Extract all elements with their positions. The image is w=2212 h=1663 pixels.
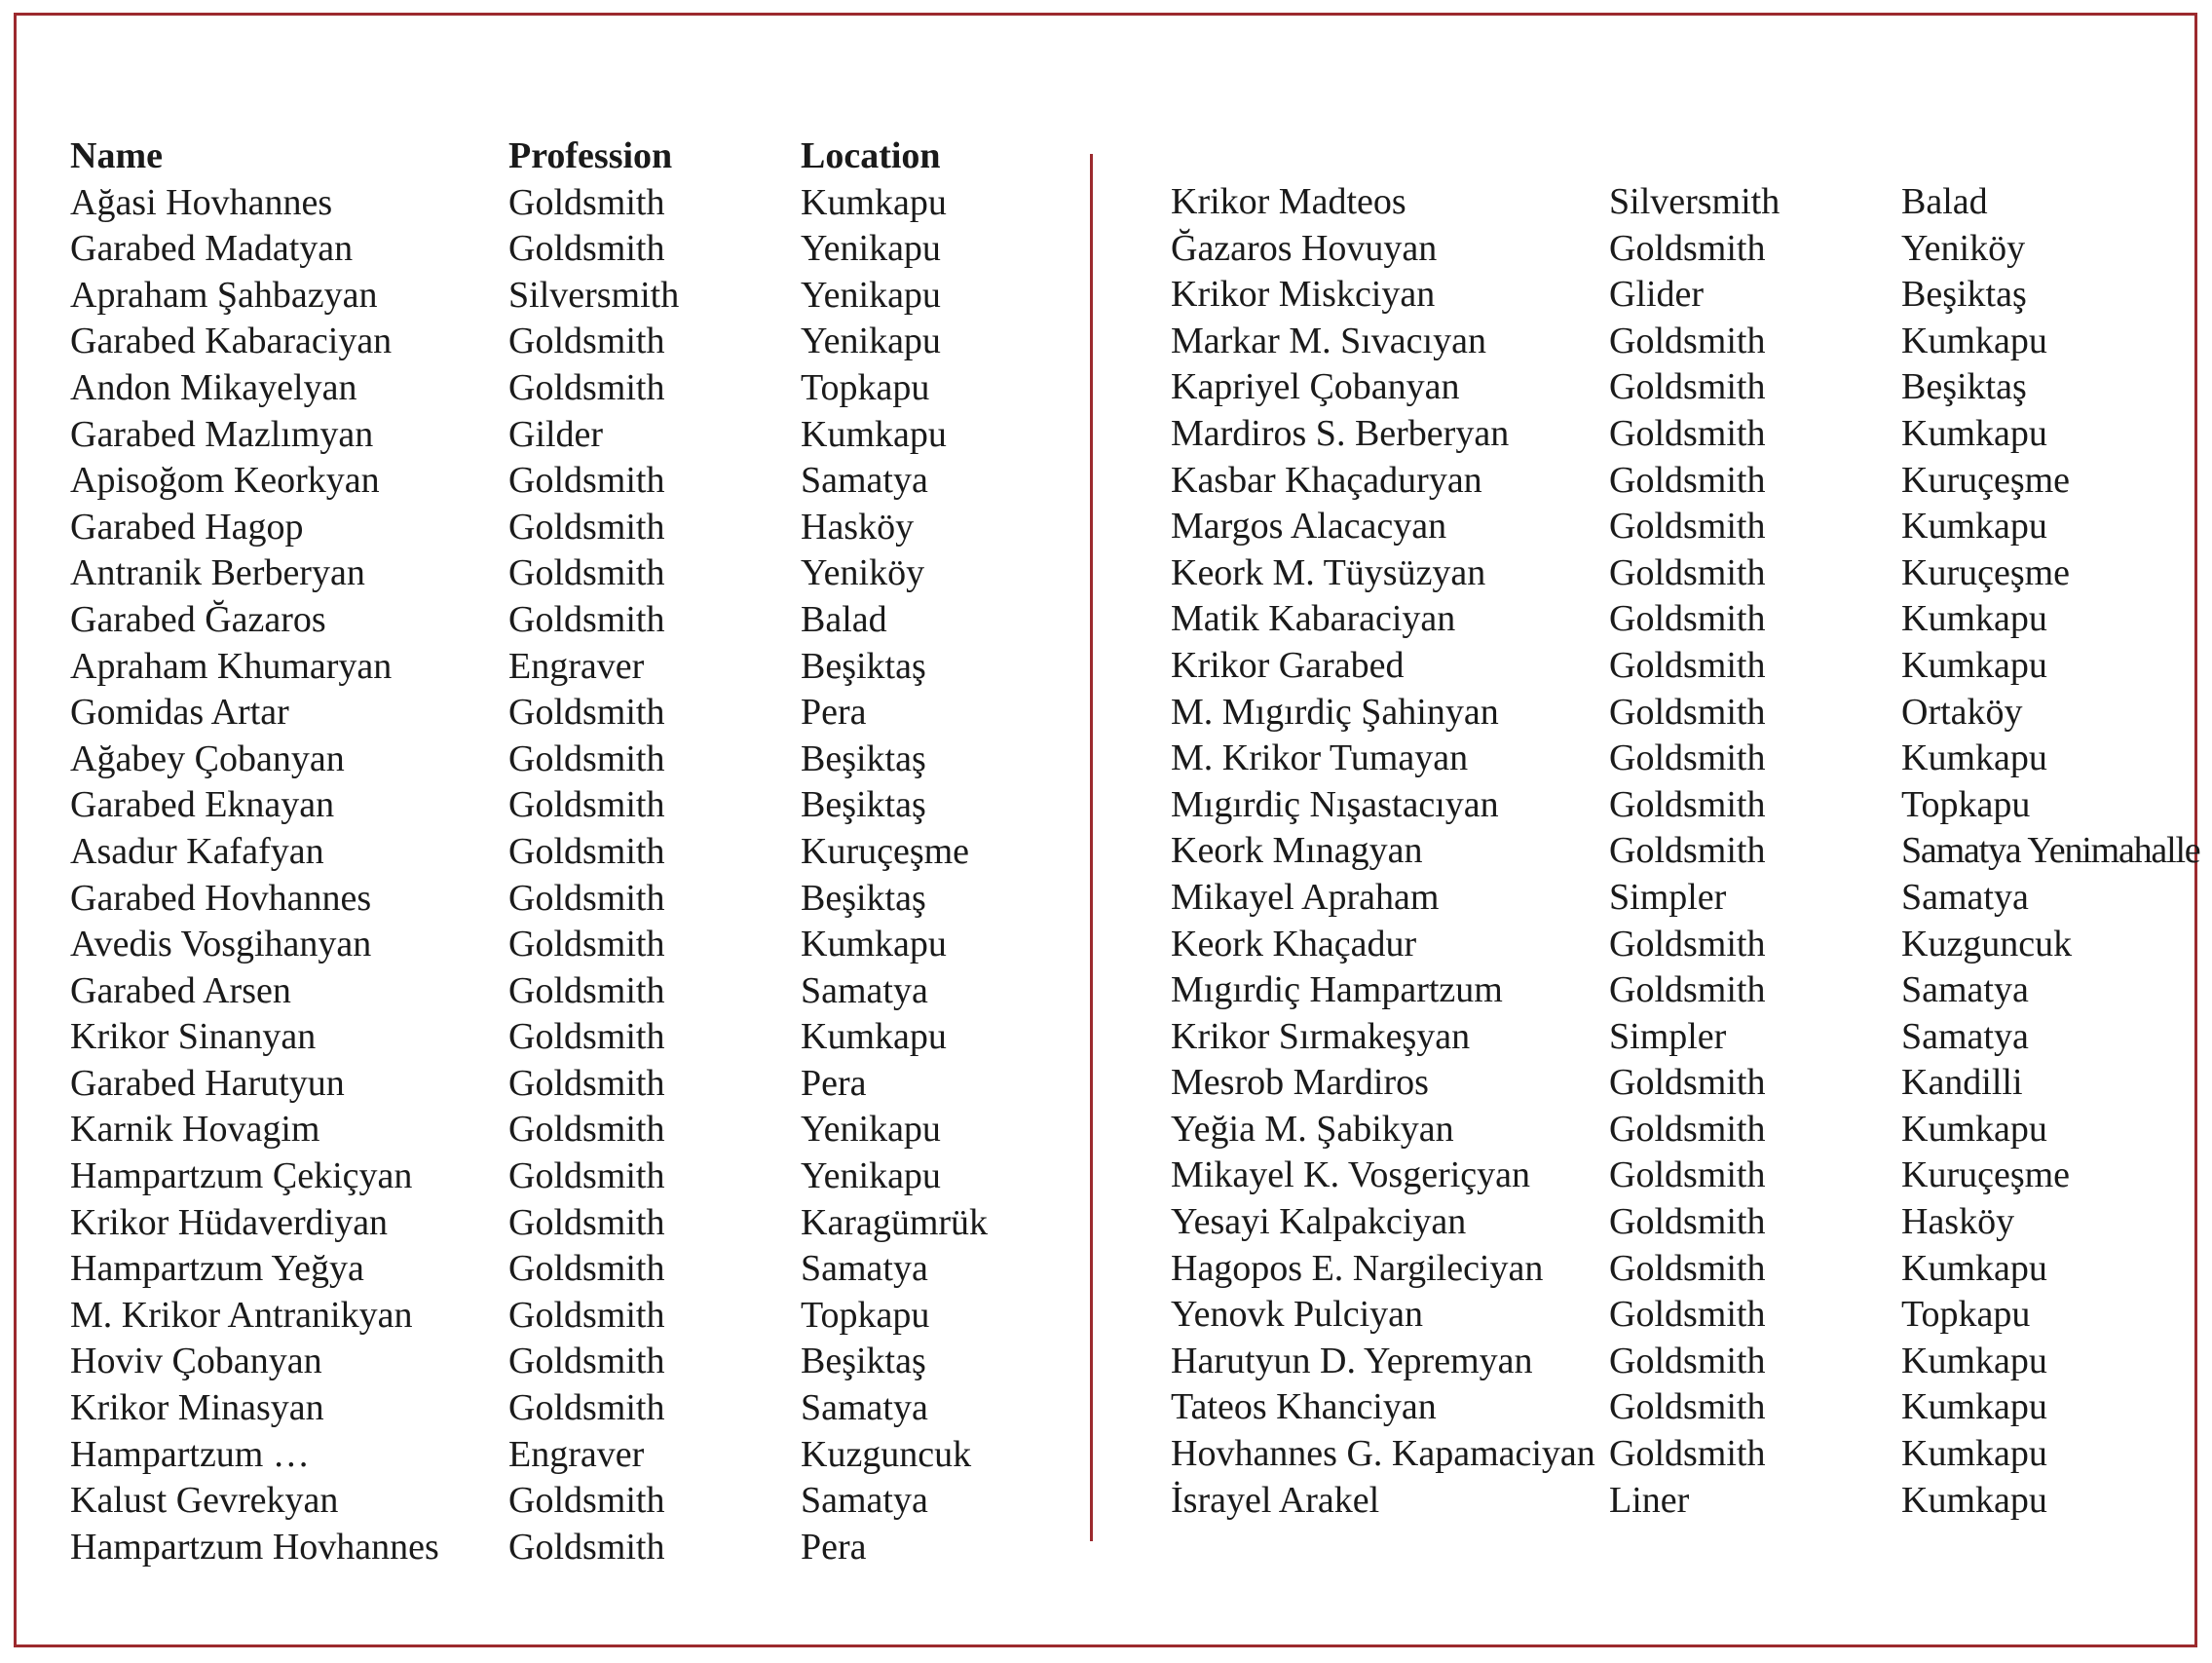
cell-location: Kandilli (1901, 1062, 2023, 1104)
cell-location: Pera (801, 692, 867, 734)
cell-name: Hampartzum Çekiçyan (70, 1155, 413, 1197)
cell-location: Kumkapu (1901, 737, 2047, 779)
cell-profession: Goldsmith (1609, 1108, 1766, 1150)
header-location: Location (801, 135, 941, 176)
cell-name: Kapriyel Çobanyan (1171, 366, 1460, 408)
cell-name: M. Mıgırdiç Şahinyan (1171, 691, 1499, 733)
cell-name: Krikor Hüdaverdiyan (70, 1201, 389, 1243)
cell-location: Beşiktaş (801, 784, 926, 826)
cell-profession: Goldsmith (1609, 412, 1766, 454)
cell-location: Kumkapu (1901, 506, 2047, 548)
cell-profession: Goldsmith (508, 228, 665, 270)
cell-profession: Goldsmith (1609, 1201, 1766, 1243)
cell-name: Hagopos E. Nargileciyan (1171, 1247, 1544, 1289)
cell-location: Balad (801, 598, 887, 640)
cell-location: Samatya (1901, 969, 2029, 1011)
cell-name: Yeğia M. Şabikyan (1171, 1108, 1454, 1150)
cell-name: Antranik Berberyan (70, 552, 365, 594)
cell-profession: Goldsmith (1609, 1062, 1766, 1104)
cell-name: Tateos Khanciyan (1171, 1386, 1437, 1428)
cell-profession: Simpler (1609, 1015, 1727, 1057)
cell-name: Harutyun D. Yepremyan (1171, 1340, 1533, 1381)
cell-location: Kumkapu (801, 924, 947, 965)
cell-name: Krikor Madteos (1171, 181, 1406, 222)
cell-location: Beşiktaş (801, 1341, 926, 1382)
cell-location: Kumkapu (1901, 1247, 2047, 1289)
cell-location: Ortaköy (1901, 691, 2023, 733)
cell-location: Kumkapu (1901, 1386, 2047, 1428)
cell-name: Keork Khaçadur (1171, 923, 1417, 964)
cell-profession: Goldsmith (508, 1155, 665, 1197)
cell-name: Garabed Hovhannes (70, 877, 372, 919)
cell-name: Garabed Hagop (70, 506, 304, 548)
cell-location: Kuruçeşme (1901, 551, 2071, 593)
cell-name: Mikayel K. Vosgeriçyan (1171, 1154, 1531, 1196)
cell-profession: Engraver (508, 1433, 645, 1475)
cell-location: Beşiktaş (1901, 274, 2027, 316)
cell-name: Mikayel Apraham (1171, 876, 1440, 918)
cell-name: Kalust Gevrekyan (70, 1480, 339, 1522)
cell-name: Garabed Harutyun (70, 1062, 345, 1104)
cell-name: Krikor Sinanyan (70, 1016, 317, 1058)
cell-name: Hoviv Çobanyan (70, 1341, 322, 1382)
cell-name: Garabed Kabaraciyan (70, 321, 393, 362)
cell-name: Krikor Garabed (1171, 644, 1405, 686)
cell-name: Ağabey Çobanyan (70, 737, 345, 779)
cell-profession: Goldsmith (1609, 1433, 1766, 1475)
cell-name: Krikor Miskciyan (1171, 274, 1436, 316)
cell-profession: Goldsmith (508, 1016, 665, 1058)
cell-profession: Silversmith (508, 274, 680, 316)
cell-location: Samatya (801, 1248, 928, 1290)
cell-name: Karnik Hovagim (70, 1109, 320, 1151)
cell-name: Mıgırdiç Hampartzum (1171, 969, 1503, 1011)
cell-name: Garabed Madatyan (70, 228, 354, 270)
cell-location: Karagümrük (801, 1201, 989, 1243)
cell-profession: Goldsmith (1609, 227, 1766, 269)
cell-profession: Goldsmith (1609, 598, 1766, 640)
cell-profession: Goldsmith (508, 1387, 665, 1429)
cell-location: Kumkapu (1901, 1479, 2047, 1521)
cell-profession: Goldsmith (508, 1248, 665, 1290)
cell-location: Beşiktaş (801, 877, 926, 919)
cell-location: Pera (801, 1062, 867, 1104)
cell-location: Samatya (801, 1387, 928, 1429)
cell-profession: Goldsmith (1609, 459, 1766, 501)
cell-location: Kuruçeşme (801, 830, 970, 872)
cell-profession: Goldsmith (508, 1526, 665, 1568)
cell-profession: Glider (1609, 274, 1705, 316)
cell-name: Hampartzum … (70, 1433, 310, 1475)
cell-name: Gomidas Artar (70, 692, 289, 734)
cell-name: Keork Mınagyan (1171, 830, 1423, 872)
cell-profession: Goldsmith (1609, 969, 1766, 1011)
cell-profession: Goldsmith (1609, 506, 1766, 548)
cell-profession: Goldsmith (508, 969, 665, 1011)
cell-location: Topkapu (801, 1294, 930, 1336)
cell-name: Hovhannes G. Kapamaciyan (1171, 1433, 1595, 1475)
cell-profession: Goldsmith (1609, 1247, 1766, 1289)
cell-name: Garabed Eknayan (70, 784, 335, 826)
cell-profession: Silversmith (1609, 181, 1781, 222)
cell-location: Topkapu (1901, 1294, 2031, 1336)
cell-name: Apraham Şahbazyan (70, 274, 378, 316)
cell-profession: Goldsmith (1609, 1294, 1766, 1336)
cell-profession: Goldsmith (1609, 737, 1766, 779)
cell-profession: Goldsmith (1609, 551, 1766, 593)
cell-profession: Goldsmith (508, 1480, 665, 1522)
cell-name: Margos Alacacyan (1171, 506, 1447, 548)
cell-profession: Gilder (508, 413, 604, 455)
cell-location: Kumkapu (1901, 320, 2047, 361)
cell-location: Samatya (801, 969, 928, 1011)
cell-name: Keork M. Tüysüzyan (1171, 551, 1486, 593)
cell-name: M. Krikor Antranikyan (70, 1294, 413, 1336)
cell-location: Kumkapu (1901, 412, 2047, 454)
cell-name: Kasbar Khaçaduryan (1171, 459, 1482, 501)
cell-location: Kuruçeşme (1901, 459, 2071, 501)
column-divider (1090, 154, 1093, 1541)
cell-name: Andon Mikayelyan (70, 366, 357, 408)
cell-profession: Goldsmith (508, 366, 665, 408)
cell-location: Samatya (801, 460, 928, 502)
cell-profession: Goldsmith (1609, 366, 1766, 408)
cell-profession: Goldsmith (508, 1294, 665, 1336)
cell-name: Garabed Mazlımyan (70, 413, 374, 455)
cell-location: Samatya (801, 1480, 928, 1522)
cell-location: Topkapu (801, 366, 930, 408)
cell-name: Markar M. Sıvacıyan (1171, 320, 1486, 361)
cell-profession: Goldsmith (508, 1109, 665, 1151)
cell-profession: Goldsmith (508, 598, 665, 640)
cell-name: Mesrob Mardiros (1171, 1062, 1429, 1104)
cell-profession: Goldsmith (508, 830, 665, 872)
cell-location: Samatya (1901, 1015, 2029, 1057)
cell-location: Kuzguncuk (801, 1433, 972, 1475)
header-profession: Profession (508, 135, 673, 176)
cell-profession: Goldsmith (1609, 1154, 1766, 1196)
cell-name: Apraham Khumaryan (70, 645, 393, 687)
cell-name: M. Krikor Tumayan (1171, 737, 1469, 779)
cell-name: Ğazaros Hovuyan (1171, 227, 1438, 269)
cell-profession: Engraver (508, 645, 645, 687)
cell-location: Kumkapu (801, 181, 947, 223)
header-name: Name (70, 135, 163, 176)
cell-profession: Goldsmith (1609, 830, 1766, 872)
cell-location: Samatya Yenimahalle (1901, 830, 2200, 872)
cell-location: Kumkapu (1901, 644, 2047, 686)
cell-location: Beşiktaş (801, 737, 926, 779)
cell-profession: Goldsmith (508, 692, 665, 734)
cell-location: Yenikapu (801, 1155, 941, 1197)
cell-location: Pera (801, 1526, 867, 1568)
cell-location: Yenikapu (801, 1109, 941, 1151)
cell-profession: Goldsmith (1609, 923, 1766, 964)
cell-profession: Goldsmith (508, 1341, 665, 1382)
cell-profession: Goldsmith (508, 460, 665, 502)
cell-profession: Goldsmith (1609, 783, 1766, 825)
cell-name: Mardiros S. Berberyan (1171, 412, 1510, 454)
cell-location: Beşiktaş (1901, 366, 2027, 408)
cell-profession: Goldsmith (508, 737, 665, 779)
cell-location: Kumkapu (801, 1016, 947, 1058)
cell-profession: Goldsmith (508, 506, 665, 548)
cell-profession: Goldsmith (1609, 644, 1766, 686)
cell-name: Avedis Vosgihanyan (70, 924, 372, 965)
cell-location: Yenikapu (801, 321, 941, 362)
cell-name: Matik Kabaraciyan (1171, 598, 1456, 640)
cell-name: Ağasi Hovhannes (70, 181, 333, 223)
cell-name: Garabed Arsen (70, 969, 291, 1011)
cell-location: Yenikapu (801, 274, 941, 316)
cell-name: Yesayi Kalpakciyan (1171, 1201, 1467, 1243)
cell-name: Mıgırdiç Nışastacıyan (1171, 783, 1499, 825)
cell-location: Kumkapu (801, 413, 947, 455)
cell-location: Balad (1901, 181, 1988, 222)
cell-profession: Goldsmith (508, 877, 665, 919)
cell-location: Hasköy (801, 506, 915, 548)
cell-name: Hampartzum Yeğya (70, 1248, 364, 1290)
cell-location: Topkapu (1901, 783, 2031, 825)
cell-name: Krikor Minasyan (70, 1387, 324, 1429)
cell-name: Krikor Sırmakeşyan (1171, 1015, 1471, 1057)
cell-location: Samatya (1901, 876, 2029, 918)
cell-location: Yeniköy (801, 552, 925, 594)
cell-name: Garabed Ğazaros (70, 598, 326, 640)
cell-profession: Goldsmith (1609, 1386, 1766, 1428)
cell-profession: Goldsmith (1609, 320, 1766, 361)
cell-profession: Goldsmith (508, 1201, 665, 1243)
cell-location: Kuzguncuk (1901, 923, 2073, 964)
cell-profession: Goldsmith (508, 552, 665, 594)
cell-profession: Goldsmith (508, 181, 665, 223)
cell-profession: Goldsmith (508, 1062, 665, 1104)
cell-name: Yenovk Pulciyan (1171, 1294, 1423, 1336)
cell-profession: Liner (1609, 1479, 1690, 1521)
cell-name: Apisoğom Keorkyan (70, 460, 380, 502)
cell-profession: Goldsmith (1609, 1340, 1766, 1381)
cell-location: Kuruçeşme (1901, 1154, 2071, 1196)
cell-name: Asadur Kafafyan (70, 830, 324, 872)
cell-location: Kumkapu (1901, 1108, 2047, 1150)
cell-location: Kumkapu (1901, 598, 2047, 640)
cell-profession: Goldsmith (1609, 691, 1766, 733)
cell-location: Kumkapu (1901, 1433, 2047, 1475)
cell-profession: Simpler (1609, 876, 1727, 918)
cell-profession: Goldsmith (508, 784, 665, 826)
cell-name: Hampartzum Hovhannes (70, 1526, 439, 1568)
cell-location: Beşiktaş (801, 645, 926, 687)
cell-profession: Goldsmith (508, 924, 665, 965)
cell-profession: Goldsmith (508, 321, 665, 362)
cell-name: İsrayel Arakel (1171, 1479, 1380, 1521)
cell-location: Hasköy (1901, 1201, 2015, 1243)
cell-location: Yeniköy (1901, 227, 2026, 269)
cell-location: Kumkapu (1901, 1340, 2047, 1381)
cell-location: Yenikapu (801, 228, 941, 270)
